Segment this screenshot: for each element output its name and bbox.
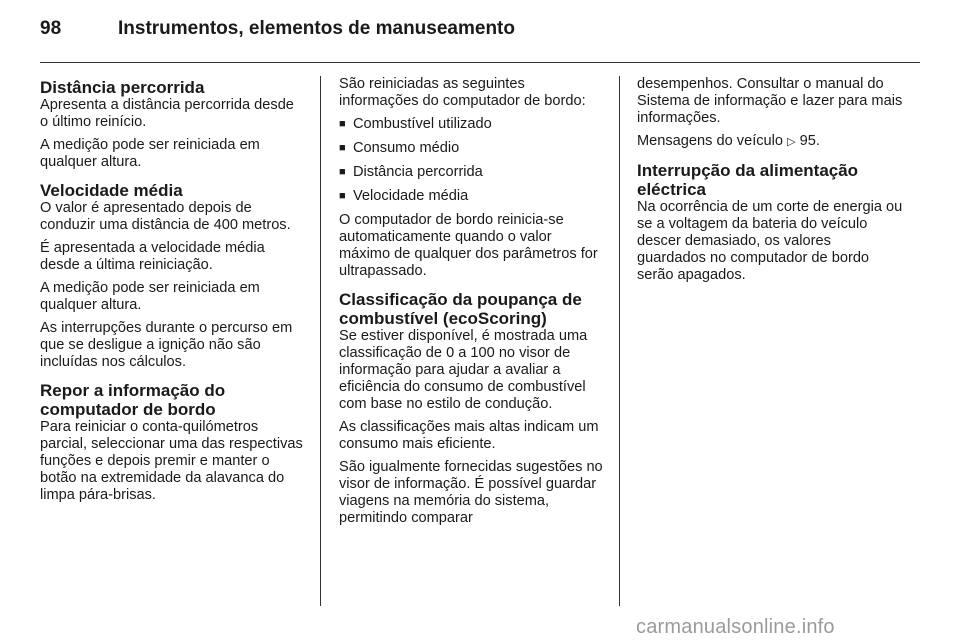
page-reference-arrow-icon: ▷ bbox=[787, 136, 796, 148]
paragraph: São igualmente fornecidas sugestões no visor de informação. É possível guardar viagens na memória do sistema, permitindo comparar bbox=[339, 459, 603, 526]
column-1 bbox=[40, 76, 306, 510]
list-item: ■ Combustível utilizado bbox=[339, 116, 492, 132]
paragraph: As classificações mais altas indicam um consumo mais eficiente. bbox=[339, 419, 599, 452]
column-3 bbox=[637, 76, 903, 290]
list-item: ■ Velocidade média bbox=[339, 188, 469, 204]
paragraph: O valor é apresentado depois de conduzir uma distância de 400 metros. bbox=[40, 200, 291, 233]
paragraph: O computador de bordo reinicia-se automaticamente quando o valor máximo de qualquer dos parâmetros for ultrapassado. bbox=[339, 212, 598, 279]
paragraph: Apresenta a distância percorrida desde o último reinício. bbox=[40, 97, 294, 130]
heading-reset-info: Repor a informação do computador de bordo bbox=[40, 381, 226, 419]
heading-ecoscoring: Classificação da poupança de combustível (ecoScoring) bbox=[339, 290, 582, 328]
column-divider bbox=[619, 76, 620, 606]
column-divider bbox=[320, 76, 321, 606]
page-title: Instrumentos, elementos de manuseamento bbox=[118, 18, 515, 39]
paragraph: desempenhos. Consultar o manual do Sistema de informação e lazer para mais informações. bbox=[637, 76, 903, 126]
bullet-icon: ■ bbox=[339, 118, 346, 130]
paragraph: A medição pode ser reiniciada em qualquer altura. bbox=[40, 280, 260, 313]
vehicle-messages-reference: Mensagens do veículo ▷ 95. bbox=[637, 133, 820, 149]
paragraph: Para reiniciar o conta-quilómetros parcial, seleccionar uma das respectivas funções e depois premir e manter o botão na extremidade da alavanca do limpa pára-brisas. bbox=[40, 419, 303, 503]
paragraph: Se estiver disponível, é mostrada uma classificação de 0 a 100 no visor de informação para ajudar a avaliar a eficiência do consumo de combustível com base no estilo de condução. bbox=[339, 328, 588, 412]
bullet-icon: ■ bbox=[339, 190, 346, 202]
watermark: carmanualsonline.info bbox=[636, 616, 835, 638]
column-2 bbox=[339, 76, 605, 533]
page-number: 98 bbox=[40, 18, 62, 39]
reset-items-list bbox=[339, 116, 605, 205]
bullet-icon: ■ bbox=[339, 142, 346, 154]
bullet-icon: ■ bbox=[339, 166, 346, 178]
page-header bbox=[40, 18, 920, 62]
heading-distance: Distância percorrida bbox=[40, 78, 205, 97]
paragraph: É apresentada a velocidade média desde a última reiniciação. bbox=[40, 240, 265, 273]
heading-average-speed: Velocidade média bbox=[40, 181, 183, 200]
paragraph: Na ocorrência de um corte de energia ou se a voltagem da bateria do veículo descer demasiado, os valores guardados no computador de bordo serão apagados. bbox=[637, 199, 903, 283]
list-item: ■ Consumo médio bbox=[339, 140, 460, 156]
heading-power-interruption: Interrupção da alimentação eléctrica bbox=[637, 161, 859, 199]
paragraph: São reiniciadas as seguintes informações do computador de bordo: bbox=[339, 76, 586, 109]
paragraph: As interrupções durante o percurso em que se desligue a ignição não são incluídas nos cálculos. bbox=[40, 320, 293, 370]
paragraph: A medição pode ser reiniciada em qualquer altura. bbox=[40, 137, 260, 170]
list-item: ■ Distância percorrida bbox=[339, 164, 483, 180]
page-reference-link[interactable]: 95. bbox=[799, 133, 820, 149]
header-rule bbox=[40, 62, 920, 63]
